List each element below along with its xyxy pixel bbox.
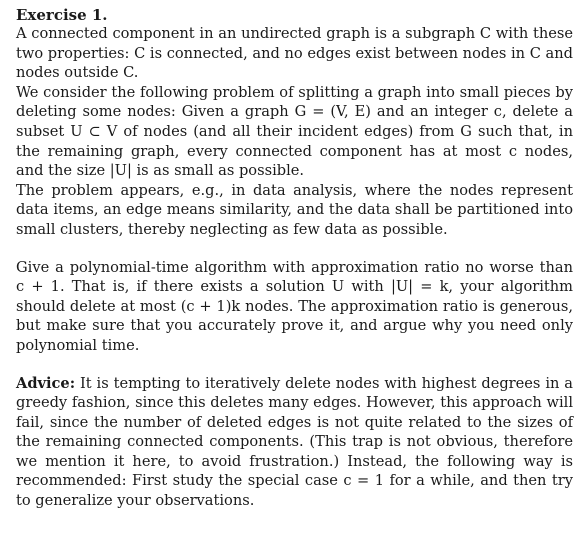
definition-paragraph: A connected component in an undirected graph is a subgraph C with these two properties: C is connected, and no edges exist between nodes in C and nodes outside C. [16, 25, 573, 82]
advice-text: It is tempting to iteratively delete nodes with highest degrees in a greedy fashion, since this deletes many edges. However, this approach will fail, since the number of deleted edges is not quite related to the sizes of the remaining connected components. (This trap is not obvious, therefore we mention it here, to avoid frustration.) Instead, the following way is recommended: First study the special case c = 1 for a while, and then try to generalize your observations. [16, 374, 573, 510]
spacer [16, 356, 573, 374]
advice-label: Advice: [16, 374, 76, 392]
exercise-title: Exercise 1. [16, 6, 108, 24]
advice-paragraph [16, 374, 573, 511]
application-paragraph: The problem appears, e.g., in data analysis, where the nodes represent data items, an edge means similarity, and the data shall be partitioned into small clusters, thereby neglecting as few data as possible. [16, 181, 573, 238]
spacer [16, 240, 573, 258]
problem-paragraph: We consider the following problem of splitting a graph into small pieces by deleting some nodes: Given a graph G = (V, E) and an integer c, delete a subset U ⊂ V of nodes (and all their incident edges) from G such that, in the remaining graph, every connected component has at most c nodes, and the size |U| is as small as possible. [16, 83, 573, 180]
task-paragraph: Give a polynomial-time algorithm with approximation ratio no worse than c + 1. That is, if there exists a solution U with |U| = k, your algorithm should delete at most (c + 1)k nodes. The approximation ratio is generous, but make sure that you accurately prove it, and argue why you need only polynomial time. [16, 258, 573, 354]
